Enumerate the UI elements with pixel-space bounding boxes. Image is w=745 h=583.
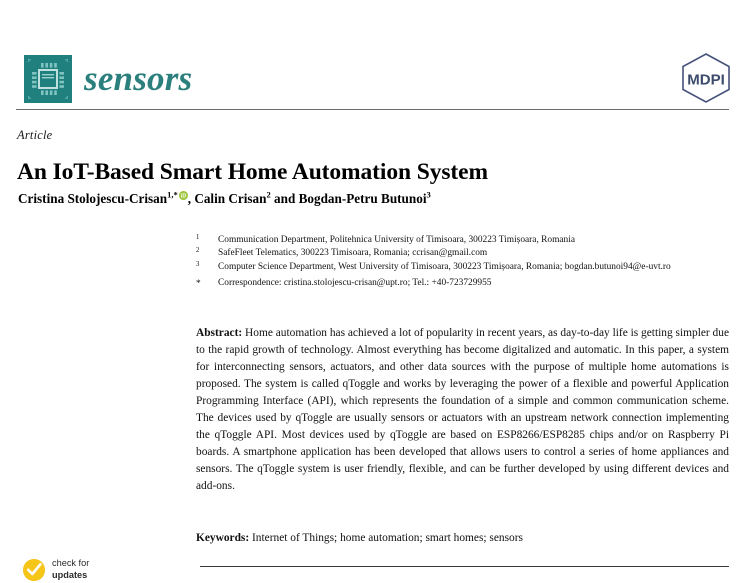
author-name: Bogdan-Petru Butunoi xyxy=(298,191,427,206)
journal-brand[interactable] xyxy=(24,55,192,103)
svg-text:iD: iD xyxy=(180,193,186,200)
author-name: Calin Crisan xyxy=(194,191,267,206)
affiliation-marker: 1 xyxy=(196,234,200,241)
check-updates-line-1: check for xyxy=(52,558,90,569)
check-for-updates-badge[interactable] xyxy=(22,556,89,583)
correspondence-item xyxy=(196,277,716,290)
check-for-updates-label xyxy=(52,558,89,580)
author-entry[interactable] xyxy=(299,191,431,206)
correspondence-text: Correspondence: cristina.stolojescu-crisan@upt.ro; Tel.: +40-723729955 xyxy=(218,278,492,289)
keywords-body: Internet of Things; home automation; smart homes; sensors xyxy=(252,532,523,544)
orcid-icon[interactable] xyxy=(179,191,188,200)
author-separator: , xyxy=(187,191,195,206)
author-list xyxy=(18,190,728,207)
affiliation-item xyxy=(196,261,716,274)
author-entry[interactable] xyxy=(194,191,270,206)
masthead-divider xyxy=(16,109,729,110)
page-title: An IoT-Based Smart Home Automation System xyxy=(17,158,488,185)
abstract-section xyxy=(196,325,729,495)
hexagon-icon[interactable] xyxy=(679,52,733,104)
keywords-label: Keywords: xyxy=(196,532,250,544)
article-type-label: Article xyxy=(17,128,53,142)
author-affiliation-marks: 1,* xyxy=(167,189,178,200)
microchip-icon xyxy=(24,55,72,103)
footer-divider xyxy=(200,566,729,567)
svg-text:MDPI: MDPI xyxy=(687,71,725,89)
author-name: Cristina Stolojescu-Crisan xyxy=(18,191,168,206)
affiliation-item xyxy=(196,234,716,247)
author-affiliation-marks: 3 xyxy=(426,189,431,200)
affiliation-list xyxy=(196,234,716,290)
journal-title: sensors xyxy=(84,58,193,98)
correspondence-marker: * xyxy=(196,279,201,290)
check-circle-icon xyxy=(22,558,46,582)
keywords-section xyxy=(196,530,729,547)
check-updates-line-2: updates xyxy=(52,569,88,580)
affiliation-item xyxy=(196,247,716,260)
affiliation-text: SafeFleet Telematics, 300223 Timisoara, Romania; ccrisan@gmail.com xyxy=(218,248,488,259)
affiliation-marker: 2 xyxy=(196,247,200,255)
author-affiliation-marks: 2 xyxy=(266,189,271,200)
affiliation-marker: 3 xyxy=(196,260,200,268)
abstract-label: Abstract: xyxy=(196,327,243,339)
affiliation-text: Communication Department, Politehnica University of Timisoara, 300223 Timișoara, Romania xyxy=(218,235,575,245)
author-separator: and xyxy=(270,191,299,206)
masthead xyxy=(0,0,745,112)
affiliation-text: Computer Science Department, West University of Timisoara, 300223 Timișoara, Romania; bogdan.butunoi94@e-uvt.ro xyxy=(218,261,671,272)
abstract-body: Home automation has achieved a lot of popularity in recent years, as day-to-day life is getting simpler due to the rapid growth of technology. Almost everything has become digitalized and automatic. In this paper, a system for interconnecting sensors, actuators, and other data sources with the purpose of multiple home automations is proposed. The system is called qToggle and works by leveraging the power of a flexible and powerful Application Programming Interface (API), which represents the foundation of a simple and common communication scheme. The devices used by qToggle are usually sensors or actuators with an upstream network connection implementing the qToggle API. Most devices used by qToggle are based on ESP8266/ESP8285 chips and/or on Raspberry Pi boards. A smartphone application has been developed that allows users to control a series of home appliances and sensors. The qToggle system is user friendly, flexible, and can be further developed by using different devices and add-ons. xyxy=(196,327,729,492)
author-entry[interactable] xyxy=(18,191,188,206)
